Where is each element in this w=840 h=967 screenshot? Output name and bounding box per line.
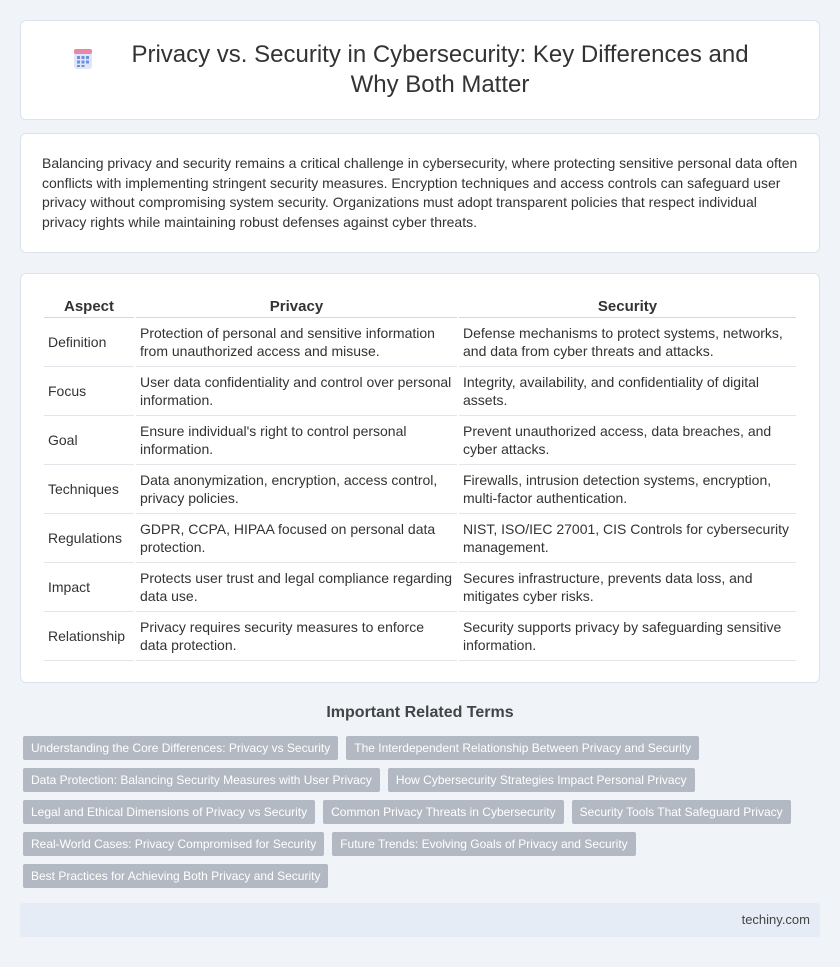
column-header-privacy: Privacy: [136, 296, 457, 318]
table-row: [44, 612, 796, 661]
related-term-link[interactable]: The Interdependent Relationship Between Privacy and Security: [346, 736, 699, 760]
comparison-table-card: [20, 273, 820, 683]
comparison-table: [42, 296, 798, 661]
privacy-cell: Protects user trust and legal compliance regarding data use.: [136, 563, 457, 612]
column-header-security: Security: [459, 296, 796, 318]
footer-brand[interactable]: techiny.com: [741, 912, 810, 927]
related-term-link[interactable]: Legal and Ethical Dimensions of Privacy vs Security: [23, 800, 315, 824]
related-term-link[interactable]: Common Privacy Threats in Cybersecurity: [323, 800, 564, 824]
privacy-cell: Protection of personal and sensitive information from unauthorized access and misuse.: [136, 318, 457, 367]
intro-text: Balancing privacy and security remains a critical challenge in cybersecurity, where protecting sensitive personal data often conflicts with implementing stringent security measures. Encryption techniques and access controls can safeguard user privacy without compromising system security. Organizations must adopt transparent policies that respect individual privacy rights while maintaining robust defenses against cyber threats.: [42, 155, 798, 230]
table-header-row: [44, 296, 796, 318]
privacy-cell: Privacy requires security measures to enforce data protection.: [136, 612, 457, 661]
footer: [20, 903, 820, 937]
aspect-cell: Impact: [44, 563, 134, 612]
related-terms-list: [23, 736, 813, 888]
related-term-link[interactable]: Future Trends: Evolving Goals of Privacy and Security: [332, 832, 635, 856]
aspect-cell: Relationship: [44, 612, 134, 661]
aspect-cell: Focus: [44, 367, 134, 416]
privacy-cell: Data anonymization, encryption, access control, privacy policies.: [136, 465, 457, 514]
table-row: [44, 465, 796, 514]
privacy-cell: GDPR, CCPA, HIPAA focused on personal data protection.: [136, 514, 457, 563]
related-term-link[interactable]: Understanding the Core Differences: Privacy vs Security: [23, 736, 338, 760]
security-cell: Defense mechanisms to protect systems, networks, and data from cyber threats and attacks.: [459, 318, 796, 367]
security-cell: Firewalls, intrusion detection systems, encryption, multi-factor authentication.: [459, 465, 796, 514]
title-wrap: [21, 21, 819, 119]
security-cell: Prevent unauthorized access, data breaches, and cyber attacks.: [459, 416, 796, 465]
privacy-cell: Ensure individual's right to control personal information.: [136, 416, 457, 465]
aspect-cell: Goal: [44, 416, 134, 465]
related-term-link[interactable]: Security Tools That Safeguard Privacy: [572, 800, 791, 824]
table-row: [44, 563, 796, 612]
related-term-link[interactable]: How Cybersecurity Strategies Impact Personal Privacy: [388, 768, 695, 792]
aspect-cell: Definition: [44, 318, 134, 367]
column-header-aspect: Aspect: [44, 296, 134, 318]
table-row: [44, 318, 796, 367]
privacy-cell: User data confidentiality and control over personal information.: [136, 367, 457, 416]
related-term-link[interactable]: Best Practices for Achieving Both Privacy and Security: [23, 864, 328, 888]
header-card: [20, 20, 820, 120]
aspect-cell: Regulations: [44, 514, 134, 563]
security-cell: Secures infrastructure, prevents data loss, and mitigates cyber risks.: [459, 563, 796, 612]
table-row: [44, 367, 796, 416]
page-title: Privacy vs. Security in Cybersecurity: Key Differences and Why Both Matter: [131, 41, 749, 98]
related-term-link[interactable]: Data Protection: Balancing Security Measures with User Privacy: [23, 768, 380, 792]
intro-card: [20, 133, 820, 253]
table-row: [44, 514, 796, 563]
related-term-link[interactable]: Real-World Cases: Privacy Compromised for Security: [23, 832, 324, 856]
related-terms-heading: Important Related Terms: [326, 704, 514, 721]
security-cell: NIST, ISO/IEC 27001, CIS Controls for cybersecurity management.: [459, 514, 796, 563]
table-row: [44, 416, 796, 465]
security-cell: Security supports privacy by safeguarding sensitive information.: [459, 612, 796, 661]
security-cell: Integrity, availability, and confidentiality of digital assets.: [459, 367, 796, 416]
aspect-cell: Techniques: [44, 465, 134, 514]
